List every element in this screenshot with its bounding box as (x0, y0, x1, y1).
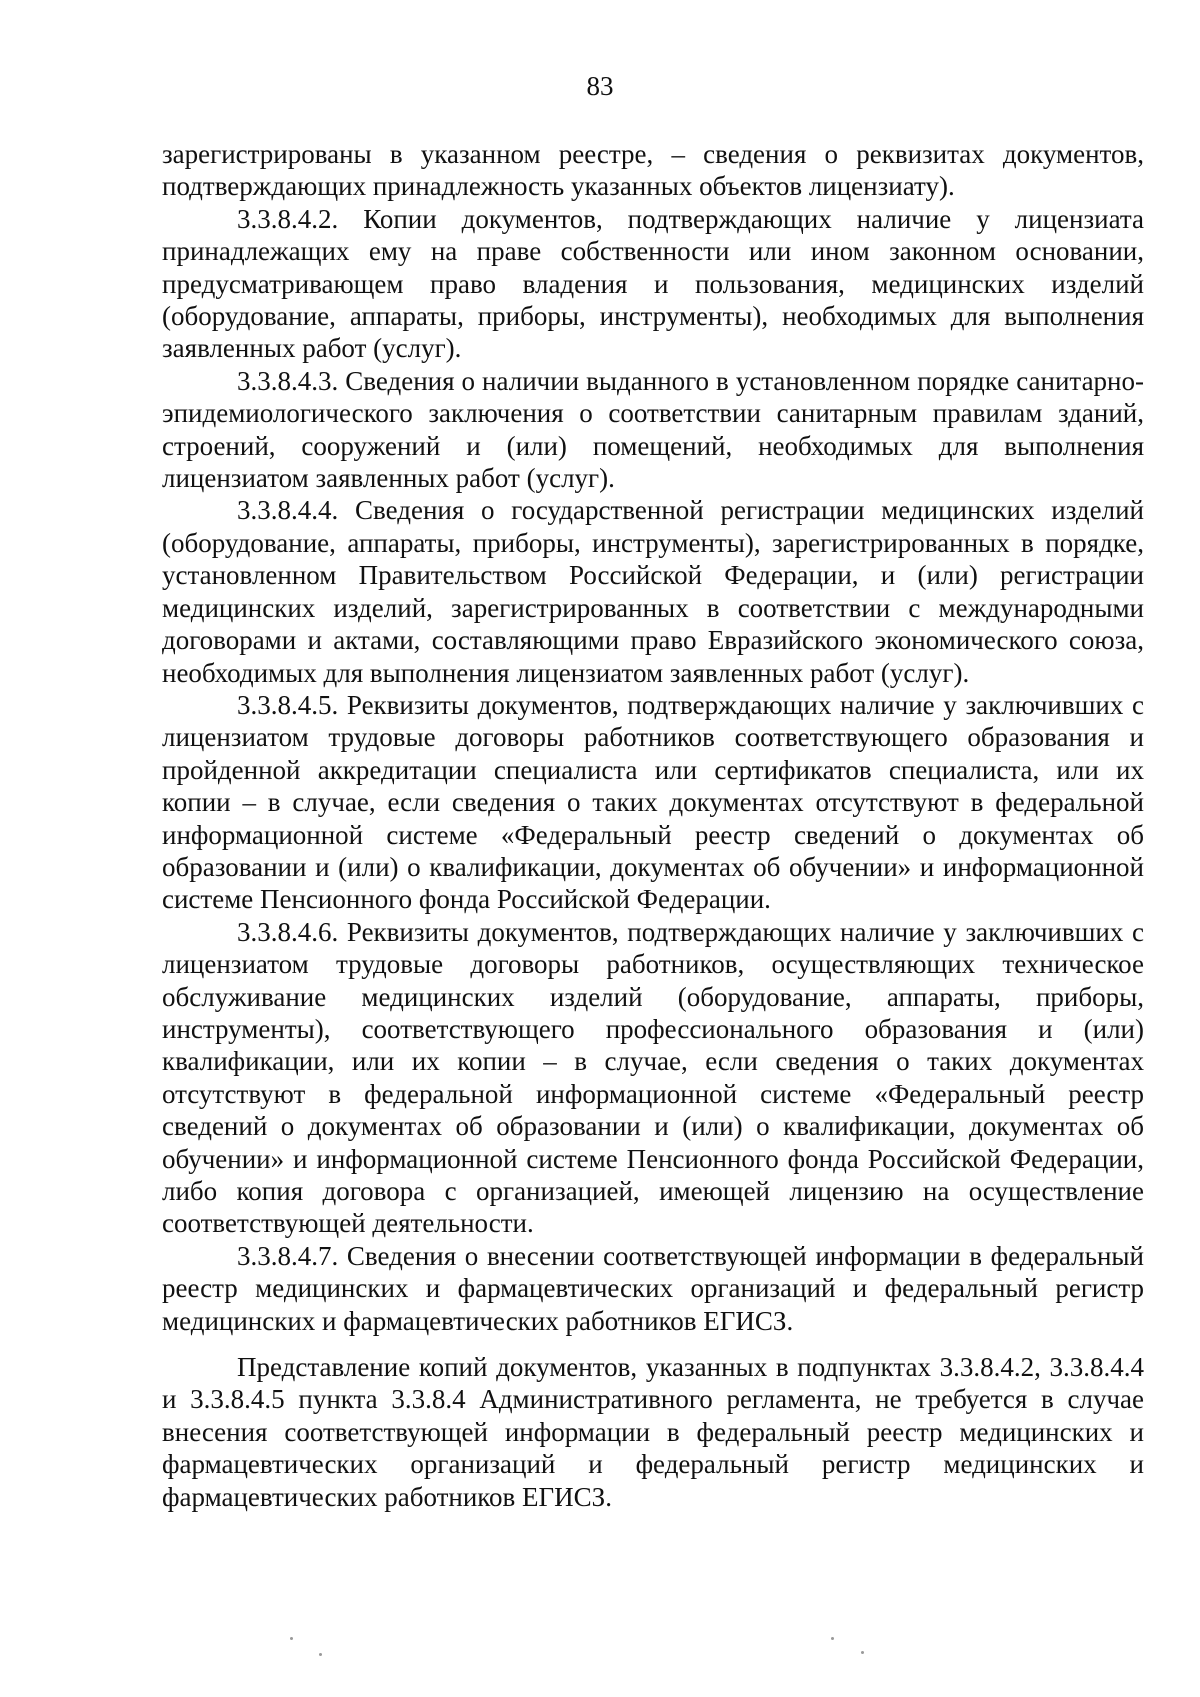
paragraph-3-3-8-4-5: 3.3.8.4.5. Реквизиты документов, подтверждающих наличие у заключивших с лицензиатом трудовые договоры работников соответствующего образования и пройденной аккредитации специалиста или сертификатов специалиста, или их копии – в случае, если сведения о таких документах отсутствуют в федеральной информационной системе «Федеральный реестр сведений о документах об образовании и (или) о квалификации, документах об обучении» и информационной системе Пенсионного фонда Российской Федерации. (162, 689, 1144, 915)
paragraph-3-3-8-4-2: 3.3.8.4.2. Копии документов, подтверждающих наличие у лицензиата принадлежащих ему на праве собственности или ином законном основании, предусматривающем право владения и пользования, медицинских изделий (оборудование, аппараты, приборы, инструменты), необходимых для выполнения заявленных работ (услуг). (162, 203, 1144, 364)
document-body (162, 138, 1144, 1513)
paragraph-3-3-8-4-4: 3.3.8.4.4. Сведения о государственной регистрации медицинских изделий (оборудование, аппараты, приборы, инструменты), зарегистрированных в порядке, установленном Правительством Российской Федерации, и (или) регистрации медицинских изделий, зарегистрированных в соответствии с международными договорами и актами, составляющими право Евразийского экономического союза, необходимых для выполнения лицензиатом заявленных работ (услуг). (162, 495, 1144, 688)
paragraph-closing-note: Представление копий документов, указанных в подпунктах 3.3.8.4.2, 3.3.8.4.4 и 3.3.8.4.5 пункта 3.3.8.4 Административного регламента, не требуется в случае внесения соответствующей информации в федеральный реестр медицинских и фармацевтических организаций и федеральный регистр медицинских и фармацевтических работников ЕГИСЗ. (162, 1352, 1144, 1512)
paragraph-continuation: зарегистрированы в указанном реестре, – сведения о реквизитах документов, подтверждающих принадлежность указанных объектов лицензиату). (162, 139, 1144, 202)
paragraph-3-3-8-4-3: 3.3.8.4.3. Сведения о наличии выданного в установленном порядке санитарно-эпидемиологического заключения о соответствии санитарным правилам зданий, строений, сооружений и (или) помещений, необходимых для выполнения лицензиатом заявленных работ (услуг). (162, 365, 1144, 494)
scan-speck (319, 1653, 322, 1656)
page-number: 83 (586, 71, 614, 101)
paragraph-3-3-8-4-6: 3.3.8.4.6. Реквизиты документов, подтверждающих наличие у заключивших с лицензиатом трудовые договоры работников, осуществляющих техническое обслуживание медицинских изделий (оборудование, аппараты, приборы, инструменты), соответствующего профессионального образования и (или) квалификации, или их копии – в случае, если сведения о таких документах отсутствуют в федеральной информационной системе «Федеральный реестр сведений о документах об образовании и (или) о квалификации, документах об обучении» и информационной системе Пенсионного фонда Российской Федерации, либо копия договора с организацией, имеющей лицензию на осуществление соответствующей деятельности. (162, 916, 1144, 1239)
scan-speck (831, 1637, 834, 1640)
scan-speck (861, 1651, 864, 1654)
paragraph-3-3-8-4-7: 3.3.8.4.7. Сведения о внесении соответствующей информации в федеральный реестр медицинских и фармацевтических организаций и федеральный регистр медицинских и фармацевтических работников ЕГИСЗ. (162, 1240, 1144, 1336)
scan-speck (290, 1637, 293, 1640)
